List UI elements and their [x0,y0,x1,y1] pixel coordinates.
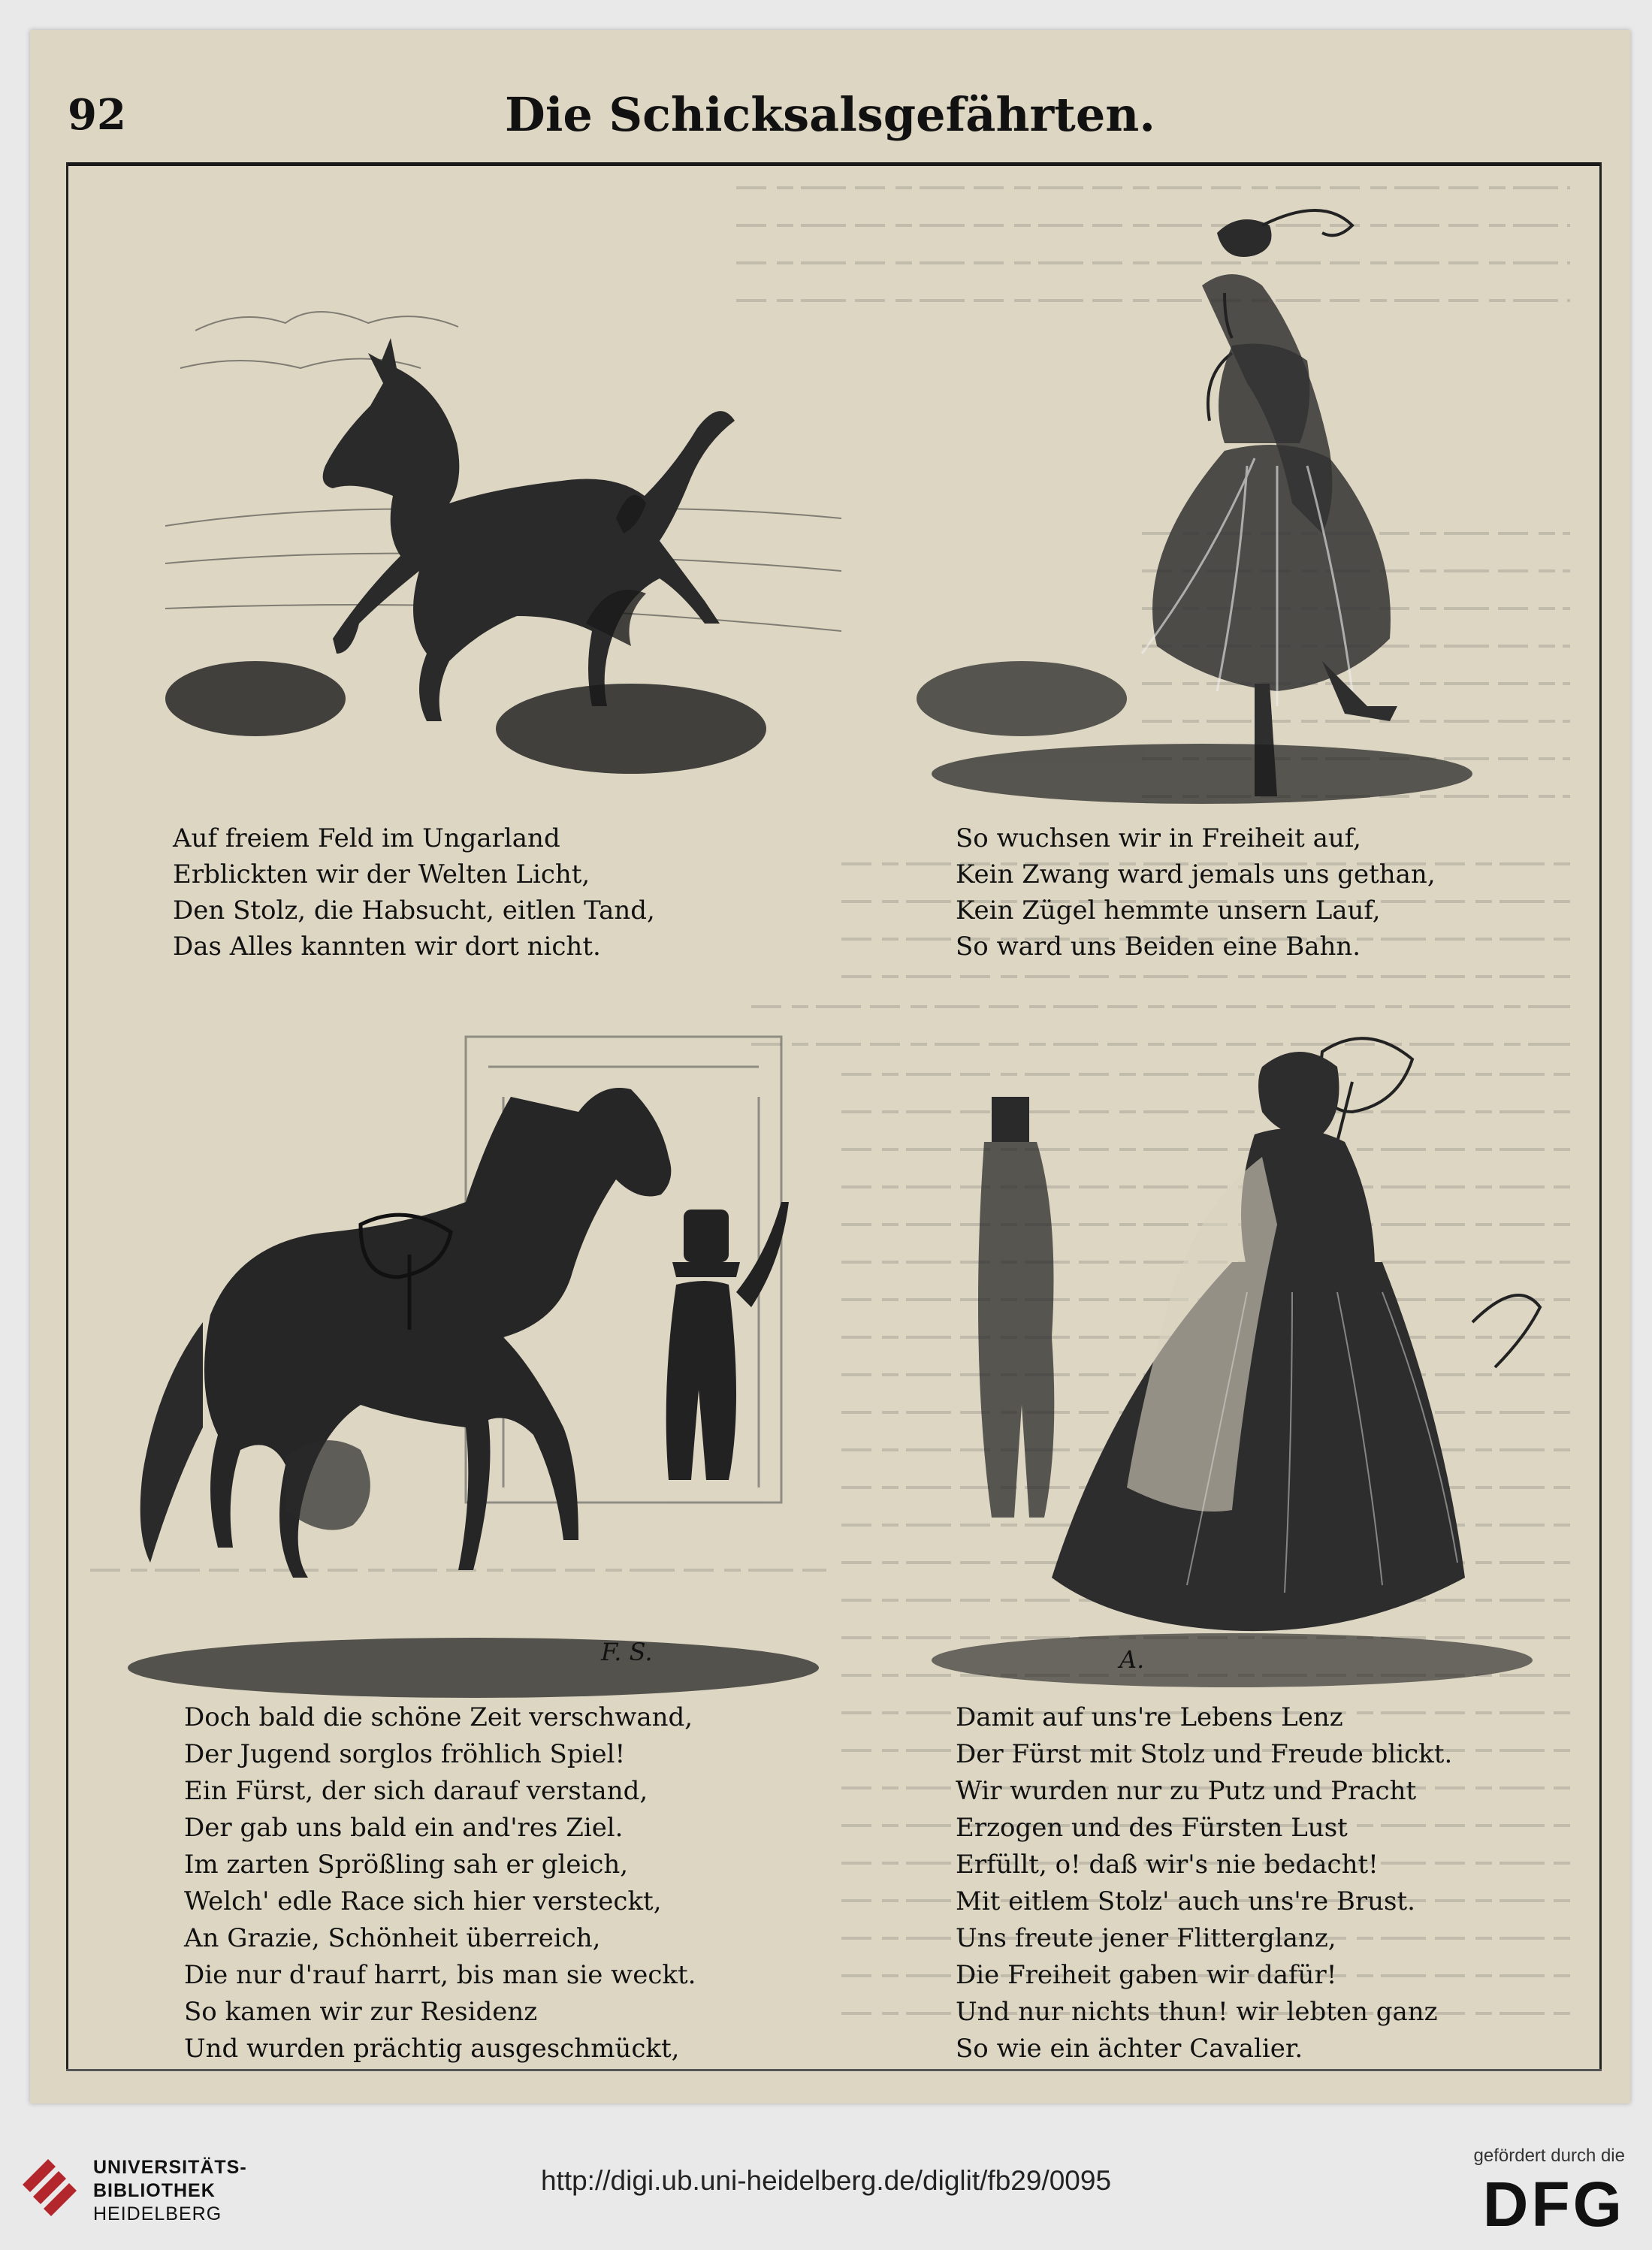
right-border-rule [1599,162,1602,2070]
verse-line: Und wurden prächtig ausgeschmückt, [184,2034,680,2064]
verse-line: Erfüllt, o! daß wir's nie bedacht! [956,1850,1379,1880]
verse-line: Wir wurden nur zu Putz und Pracht [956,1776,1417,1806]
verse-line: Doch bald die schöne Zeit verschwand, [184,1702,693,1732]
verse-line: Auf freiem Feld im Ungarland [173,823,560,853]
verse-line: Der Fürst mit Stolz und Freude blickt. [956,1739,1453,1769]
verse-line: Die nur d'rauf harrt, bis man sie weckt. [184,1960,696,1990]
dancing-girl-illustration [902,203,1563,804]
verse-line: So wie ein ächter Cavalier. [956,2034,1303,2064]
verse-line: Erzogen und des Fürsten Lust [956,1813,1348,1843]
illustrator-signature-2: A. [1119,1645,1145,1674]
foal-illustration [165,278,841,789]
stanza-3 [184,1699,696,2067]
library-name-line-3: HEIDELBERG [93,2203,222,2224]
dfg-logo[interactable]: DFG [1482,2169,1625,2239]
verse-line: So wuchsen wir in Freiheit auf, [956,823,1361,853]
verse-line: Kein Zwang ward jemals uns gethan, [956,859,1436,889]
verse-line: Der gab uns bald ein and'res Ziel. [184,1813,624,1843]
illustrator-signature-1: F. S. [601,1638,653,1666]
verse-line: So kamen wir zur Residenz [184,1997,538,2027]
verse-line: Welch' edle Race sich hier versteckt, [184,1886,662,1916]
verse-line: Und nur nichts thun! wir lebten ganz [956,1997,1438,2027]
funding-note: gefördert durch die [1473,2146,1625,2166]
verse-line: So ward uns Beiden eine Bahn. [956,932,1361,962]
scanned-page [30,30,1630,2104]
stanza-2 [956,820,1436,965]
permalink-link[interactable]: http://digi.ub.uni-heidelberg.de/diglit/fb29/0095 [540,2165,1112,2196]
horse-and-groom-illustration [113,1007,826,1698]
verse-line: Mit eitlem Stolz' auch uns're Brust. [956,1886,1415,1916]
verse-line: Das Alles kannten wir dort nicht. [173,932,601,962]
verse-line: Im zarten Sprößling sah er gleich, [184,1850,629,1880]
lady-with-parasol-illustration [902,1007,1563,1698]
verse-line: Ein Fürst, der sich darauf verstand, [184,1776,648,1806]
permalink [0,2165,1652,2197]
verse-line: Kein Zügel hemmte unsern Lauf, [956,895,1381,926]
verse-line: Der Jugend sorglos fröhlich Spiel! [184,1739,626,1769]
verse-line: Den Stolz, die Habsucht, eitlen Tand, [173,895,655,926]
verse-line: An Grazie, Schönheit überreich, [184,1923,601,1953]
stanza-1 [173,820,655,965]
page-number: 92 [68,90,126,140]
stanza-4 [956,1699,1452,2067]
verse-line: Damit auf uns're Lebens Lenz [956,1702,1343,1732]
page-title: Die Schicksalsgefährten. [505,87,1155,142]
header-rule [66,162,1602,166]
library-name-line-2: BIBLIOTHEK [93,2180,216,2201]
bottom-border-rule [66,2069,1602,2071]
funder-block [1445,2146,1625,2243]
verse-line: Die Freiheit gaben wir dafür! [956,1960,1337,1990]
left-border-rule [66,162,68,2070]
verse-line: Uns freute jener Flitterglanz, [956,1923,1336,1953]
library-name-line-1: UNIVERSITÄTS- [93,2157,247,2178]
viewer-footer [0,2134,1652,2250]
verse-line: Erblickten wir der Welten Licht, [173,859,590,889]
